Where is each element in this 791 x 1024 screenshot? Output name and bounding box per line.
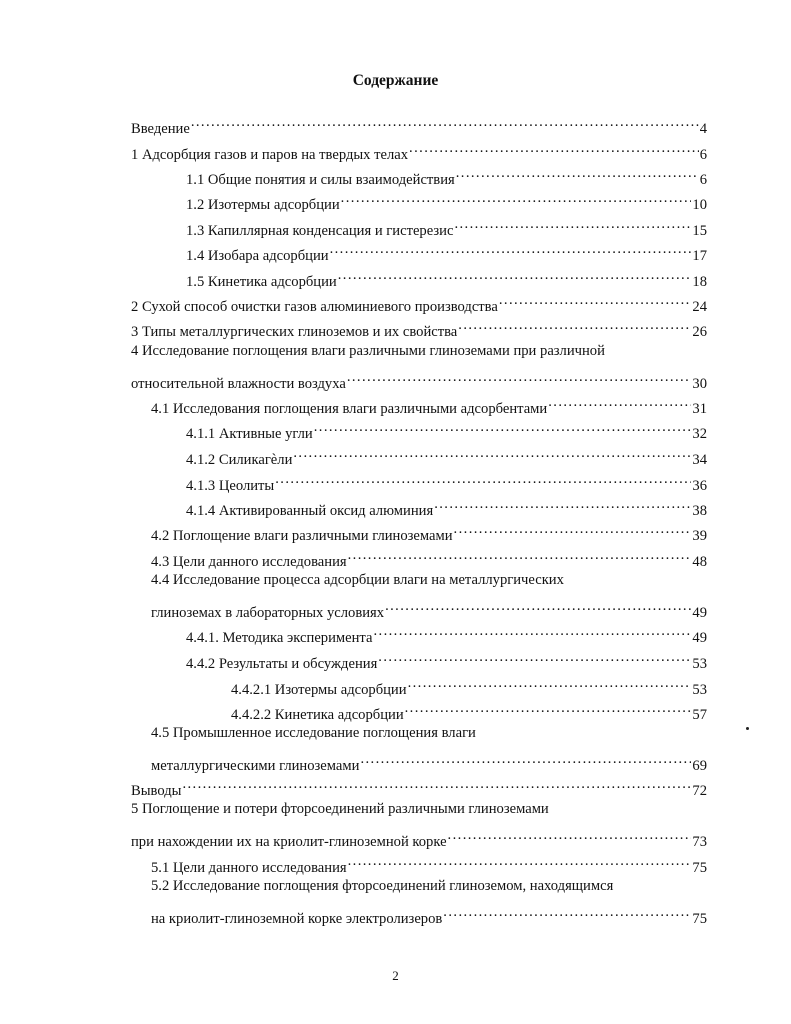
toc-entry-title: 4.4.1. Методика эксперимента bbox=[186, 630, 373, 646]
leader-dots bbox=[443, 901, 691, 923]
leader-dots bbox=[348, 544, 692, 566]
toc-entry-ch5-1[interactable] bbox=[151, 850, 707, 876]
toc-entry-ch4-4-1[interactable] bbox=[186, 620, 707, 646]
toc-entry-title: Выводы bbox=[131, 783, 182, 799]
toc-entry-ch4-5-line1: 4.5 Промышленное исследование поглощения влаги bbox=[151, 725, 476, 741]
leader-dots bbox=[314, 416, 692, 438]
leader-dots bbox=[385, 595, 691, 617]
toc-entry-page: 17 bbox=[692, 248, 707, 264]
leader-dots bbox=[191, 111, 699, 133]
toc-entry-title: на криолит-глиноземной корке электролизеров bbox=[151, 911, 443, 927]
toc-entry-page: 53 bbox=[692, 682, 707, 698]
toc-entry-page: 75 bbox=[692, 911, 707, 927]
toc-entry-ch1-4[interactable] bbox=[186, 238, 707, 264]
toc-entry-title: 4.1.4 Активированный оксид алюминия bbox=[186, 503, 434, 519]
toc-entry-title: 1.2 Изотермы адсорбции bbox=[186, 197, 340, 213]
leader-dots bbox=[348, 850, 692, 872]
leader-dots bbox=[448, 824, 692, 846]
toc-entry-page: 73 bbox=[692, 834, 707, 850]
toc-entry-page: 48 bbox=[692, 554, 707, 570]
leader-dots bbox=[338, 264, 692, 286]
leader-dots bbox=[360, 748, 691, 770]
toc-entry-page: 32 bbox=[692, 426, 707, 442]
toc-entry-ch4-1[interactable] bbox=[151, 391, 707, 417]
toc-entry-ch3[interactable] bbox=[131, 314, 707, 340]
toc-entry-title: при нахождении их на криолит-глиноземной корке bbox=[131, 834, 447, 850]
toc-entry-ch5-line1: 5 Поглощение и потери фторсоединений различными глиноземами bbox=[131, 801, 549, 817]
leader-dots bbox=[409, 137, 699, 159]
toc-entry-page: 30 bbox=[692, 376, 707, 392]
toc-entry-page: 10 bbox=[692, 197, 707, 213]
toc-entry-title: 1 Адсорбция газов и паров на твердых телах bbox=[131, 147, 409, 163]
toc-entry-ch4-1-1[interactable] bbox=[186, 416, 707, 442]
toc-entry-title: 4.4.2 Результаты и обсуждения bbox=[186, 656, 378, 672]
leader-dots bbox=[275, 468, 691, 490]
toc-entry-ch2[interactable] bbox=[131, 289, 707, 315]
leader-dots bbox=[434, 493, 691, 515]
leader-dots bbox=[548, 391, 691, 413]
toc-entry-title: 4.4.2.2 Кинетика адсорбции bbox=[231, 707, 404, 723]
toc-entry-ch4-4-2-1[interactable] bbox=[231, 672, 707, 698]
toc-entry-page: 24 bbox=[692, 299, 707, 315]
leader-dots bbox=[182, 773, 691, 795]
toc-entry-title: 1.5 Кинетика адсорбции bbox=[186, 274, 337, 290]
toc-entry-page: 75 bbox=[692, 860, 707, 876]
toc-entry-title: 4.4.2.1 Изотермы адсорбции bbox=[231, 682, 407, 698]
toc-entry-ch1-2[interactable] bbox=[186, 187, 707, 213]
toc-entry-page: 4 bbox=[699, 121, 707, 137]
toc-entry-ch4-5[interactable] bbox=[151, 748, 707, 774]
toc-entry-page: 6 bbox=[699, 147, 707, 163]
leader-dots bbox=[458, 314, 691, 336]
toc-entry-page: 53 bbox=[692, 656, 707, 672]
toc-entry-ch4-4-2[interactable] bbox=[186, 646, 707, 672]
leader-dots bbox=[408, 672, 692, 694]
toc-entry-ch1[interactable] bbox=[131, 137, 707, 163]
toc-entry-ch4-4[interactable] bbox=[151, 595, 707, 621]
toc-entry-ch4[interactable] bbox=[131, 366, 707, 392]
toc-entry-page: 34 bbox=[692, 452, 707, 468]
toc-entry-ch4-line1: 4 Исследование поглощения влаги различными глиноземами при различной bbox=[131, 343, 605, 359]
toc-entry-ch1-3[interactable] bbox=[186, 213, 707, 239]
toc-entry-ch4-4-2-2[interactable] bbox=[231, 697, 707, 723]
leader-dots bbox=[456, 162, 699, 184]
leader-dots bbox=[330, 238, 692, 260]
page-title: Содержание bbox=[352, 72, 439, 89]
toc-entry-ch5-2-line1: 5.2 Исследование поглощения фторсоединений глиноземом, находящимся bbox=[151, 878, 614, 894]
toc-entry-title: 1.1 Общие понятия и силы взаимодействия bbox=[186, 172, 455, 188]
toc-entry-title: 2 Сухой способ очистки газов алюминиевого производства bbox=[131, 299, 498, 315]
toc-entry-title: глиноземах в лабораторных условиях bbox=[151, 605, 385, 621]
toc-entry-page: 72 bbox=[692, 783, 707, 799]
toc-entry-ch4-1-4[interactable] bbox=[186, 493, 707, 519]
toc-entry-page: 6 bbox=[699, 172, 707, 188]
toc-entry-ch1-1[interactable] bbox=[186, 162, 707, 188]
toc-entry-page: 39 bbox=[692, 528, 707, 544]
leader-dots bbox=[341, 187, 692, 209]
toc-entry-title: 4.2 Поглощение влаги различными глиноземами bbox=[151, 528, 453, 544]
leader-dots bbox=[293, 442, 691, 464]
leader-dots bbox=[454, 213, 691, 235]
toc-entry-page: 69 bbox=[692, 758, 707, 774]
toc-entry-page: 57 bbox=[692, 707, 707, 723]
toc-entry-intro[interactable] bbox=[131, 111, 707, 137]
leader-dots bbox=[373, 620, 691, 642]
toc-entry-ch5[interactable] bbox=[131, 824, 707, 850]
toc-entry-page: 18 bbox=[692, 274, 707, 290]
toc-entry-ch4-2[interactable] bbox=[151, 518, 707, 544]
toc-entry-title: 4.1.2 Силикагѐли bbox=[186, 452, 293, 468]
leader-dots bbox=[378, 646, 691, 668]
leader-dots bbox=[499, 289, 692, 311]
toc-entry-page: 38 bbox=[692, 503, 707, 519]
toc-entry-title: 1.4 Изобара адсорбции bbox=[186, 248, 329, 264]
toc-entry-page: 15 bbox=[692, 223, 707, 239]
toc-entry-conclusions[interactable] bbox=[131, 773, 707, 799]
page-number: 2 bbox=[392, 968, 399, 983]
toc-entry-page: 31 bbox=[692, 401, 707, 417]
scan-speck bbox=[746, 727, 749, 730]
toc-entry-title: металлургическими глиноземами bbox=[151, 758, 360, 774]
leader-dots bbox=[405, 697, 692, 719]
toc-entry-page: 49 bbox=[692, 630, 707, 646]
toc-entry-ch4-1-2[interactable] bbox=[186, 442, 707, 468]
leader-dots bbox=[347, 366, 692, 388]
toc-entry-title: 4.1.3 Цеолиты bbox=[186, 478, 275, 494]
toc-entry-title: 4.1.1 Активные угли bbox=[186, 426, 313, 442]
toc-entry-title: 4.1 Исследования поглощения влаги различными адсорбентами bbox=[151, 401, 548, 417]
toc-entry-title: 5.1 Цели данного исследования bbox=[151, 860, 347, 876]
toc-entry-ch5-2[interactable] bbox=[151, 901, 707, 927]
toc-entry-title: Введение bbox=[131, 121, 190, 137]
toc-entry-ch4-1-3[interactable] bbox=[186, 468, 707, 494]
toc-entry-title: 3 Типы металлургических глиноземов и их свойства bbox=[131, 324, 458, 340]
toc-entry-title: 4.3 Цели данного исследования bbox=[151, 554, 347, 570]
toc-entry-title: относительной влажности воздуха bbox=[131, 376, 346, 392]
leader-dots bbox=[454, 518, 692, 540]
toc-entry-page: 49 bbox=[692, 605, 707, 621]
toc-entry-title: 1.3 Капиллярная конденсация и гистерезис bbox=[186, 223, 454, 239]
toc-entry-ch1-5[interactable] bbox=[186, 264, 707, 290]
toc-entry-ch4-3[interactable] bbox=[151, 544, 707, 570]
toc-entry-ch4-4-line1: 4.4 Исследование процесса адсорбции влаги на металлургических bbox=[151, 572, 564, 588]
toc-entry-page: 26 bbox=[692, 324, 707, 340]
toc-entry-page: 36 bbox=[692, 478, 707, 494]
